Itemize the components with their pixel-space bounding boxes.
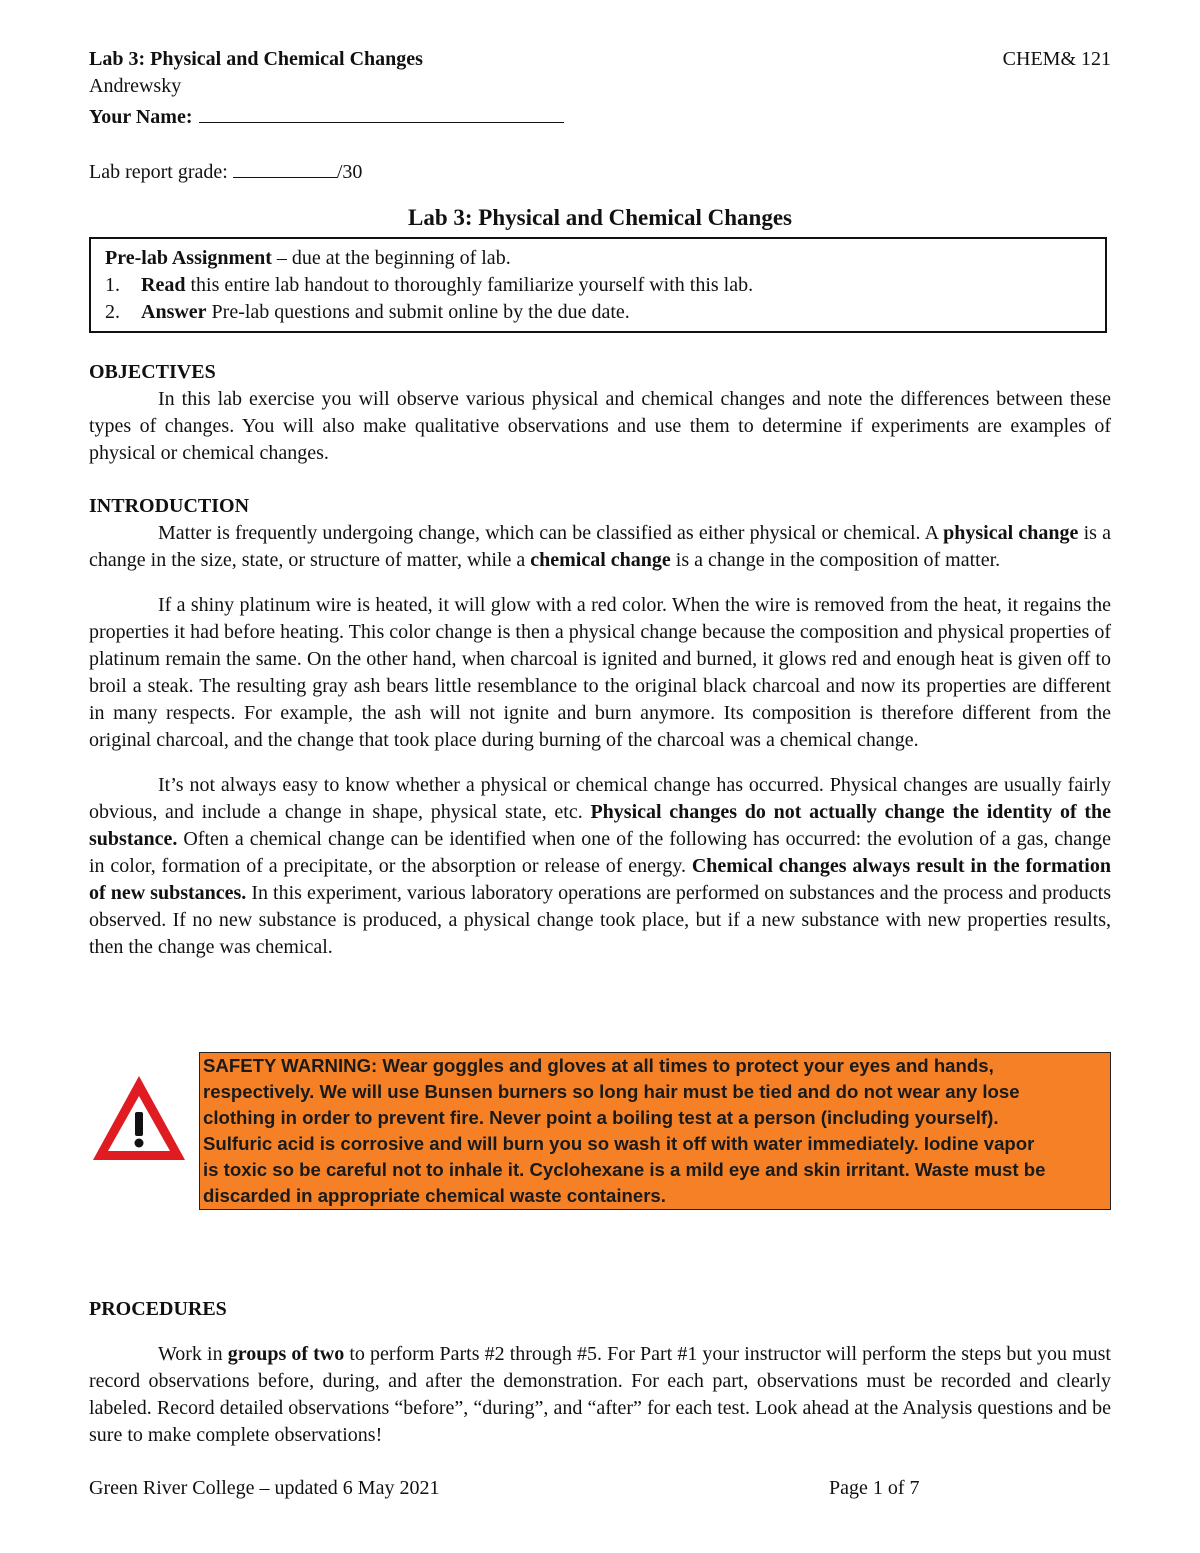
procedures-text: Work in [158,1343,228,1365]
prelab-box [89,237,1107,333]
prelab-heading-row [105,245,1105,272]
intro-p1-text: is a change in the composition of matter. [670,549,1001,571]
intro-p3-text: In this experiment, various laboratory operations are performed on substances and the process and products observed. If no new substance is produced, a physical change took place, but if a new substance with new properties results, then the change was chemical. [89,882,1111,958]
safety-line: discarded in appropriate chemical waste containers. [203,1185,666,1206]
procedures-section [89,1296,1111,1449]
intro-p1-text: Matter is frequently undergoing change, which can be classified as either physical or chemical. A [158,522,944,544]
grade-label: Lab report grade: [89,161,233,183]
prelab-item-bold: Read [141,274,186,296]
page-number: Page 1 of 7 [829,1477,920,1499]
grade-field[interactable] [233,155,337,178]
footer-left: Green River College – updated 6 May 2021 [89,1477,440,1499]
prelab-heading-rest: – due at the beginning of lab. [271,247,511,269]
your-name-row [89,100,789,131]
header-instructor: Andrewsky [89,75,182,97]
intro-p3-text: Often a chemical change can be identified when one of the following has occurred: the evolution of a gas, change in color, formation of a precipitate, or the absorption or release of energy. [89,828,1111,877]
prelab-item [105,272,1105,299]
procedures-text: to perform Parts #2 through #5. For Part #1 your instructor will perform the steps but you must record observations before, during, and after the demonstration. For each part, observations must be recorded and clearly labeled. Record detailed observations “before”, “during”, and “after” for each test. Look ahead at the Analysis questions and be sure to make complete observations! [89,1343,1111,1446]
your-name-field[interactable] [199,100,564,123]
procedures-paragraph [89,1341,1111,1449]
intro-p3-bold: Physical changes do not actually change the identity of the substance. [89,801,1111,850]
objectives-heading: OBJECTIVES [89,361,216,383]
safety-warning-box [199,1052,1111,1210]
header-block [89,46,789,186]
grade-row [89,155,789,186]
physical-change-term: physical change [943,522,1079,544]
intro-paragraph-3 [89,772,1111,961]
safety-line: SAFETY WARNING: Wear goggles and gloves at all times to protect your eyes and hands, [203,1055,994,1076]
header-lab-title: Lab 3: Physical and Chemical Changes [89,48,423,70]
prelab-item-text: this entire lab handout to thoroughly familiarize yourself with this lab. [185,274,754,296]
prelab-item-number: 1. [105,274,120,296]
introduction-section [89,493,1111,961]
prelab-item-bold: Answer [141,301,207,323]
objectives-section [89,359,1111,467]
intro-p1-text: is a change in the size, state, or structure of matter, while a [89,522,1112,571]
prelab-item-number: 2. [105,301,120,323]
prelab-item [105,299,1105,326]
your-name-label: Your Name: [89,106,193,128]
groups-of-two: groups of two [227,1343,345,1365]
warning-triangle-icon [90,1072,188,1164]
objectives-text: In this lab exercise you will observe various physical and chemical changes and note the differences between these types of changes. You will also make qualitative observations and use them to determine if experiments are examples of physical or chemical changes. [89,388,1111,464]
safety-line: respectively. We will use Bunsen burners so long hair must be tied and do not wear any lose [203,1081,1020,1102]
prelab-item-text: Pre-lab questions and submit online by the due date. [206,301,630,323]
intro-p3-bold: Chemical changes always result in the formation of new substances. [89,855,1111,904]
prelab-heading: Pre-lab Assignment [105,247,272,269]
intro-p3-text: It’s not always easy to know whether a physical or chemical change has occurred. Physical changes are usually fairly obvious, and include a change in shape, physical state, etc. [89,774,1111,823]
header-course: CHEM& 121 [1002,48,1111,70]
introduction-heading: INTRODUCTION [89,495,250,517]
intro-paragraph-2: If a shiny platinum wire is heated, it will glow with a red color. When the wire is removed from the heat, it regains the properties it had before heating. This color change is then a physical change because the composition and physical properties of platinum remain the same. On the other hand, when charcoal is ignited and burned, it glows red and enough heat is given off to broil a steak. The resulting gray ash bears little resemblance to the original black charcoal and now its properties are different in many respects. For example, the ash will not ignite and burn anymore. Its composition is therefore different from the original charcoal, and the change that took place during burning of the charcoal was a chemical change. [89,594,1111,751]
safety-line: is toxic so be careful not to inhale it. Cyclohexane is a mild eye and skin irritant. Waste must be [203,1159,1046,1180]
page-title: Lab 3: Physical and Chemical Changes [407,205,792,230]
procedures-heading: PROCEDURES [89,1298,227,1320]
intro-paragraph-1 [89,520,1111,574]
safety-line: Sulfuric acid is corrosive and will burn you so wash it off with water immediately. Iodine vapor [203,1133,1035,1154]
safety-line: clothing in order to prevent fire. Never point a boiling test at a person (including yourself). [203,1107,999,1128]
grade-total: /30 [336,161,363,183]
chemical-change-term: chemical change [530,549,671,571]
